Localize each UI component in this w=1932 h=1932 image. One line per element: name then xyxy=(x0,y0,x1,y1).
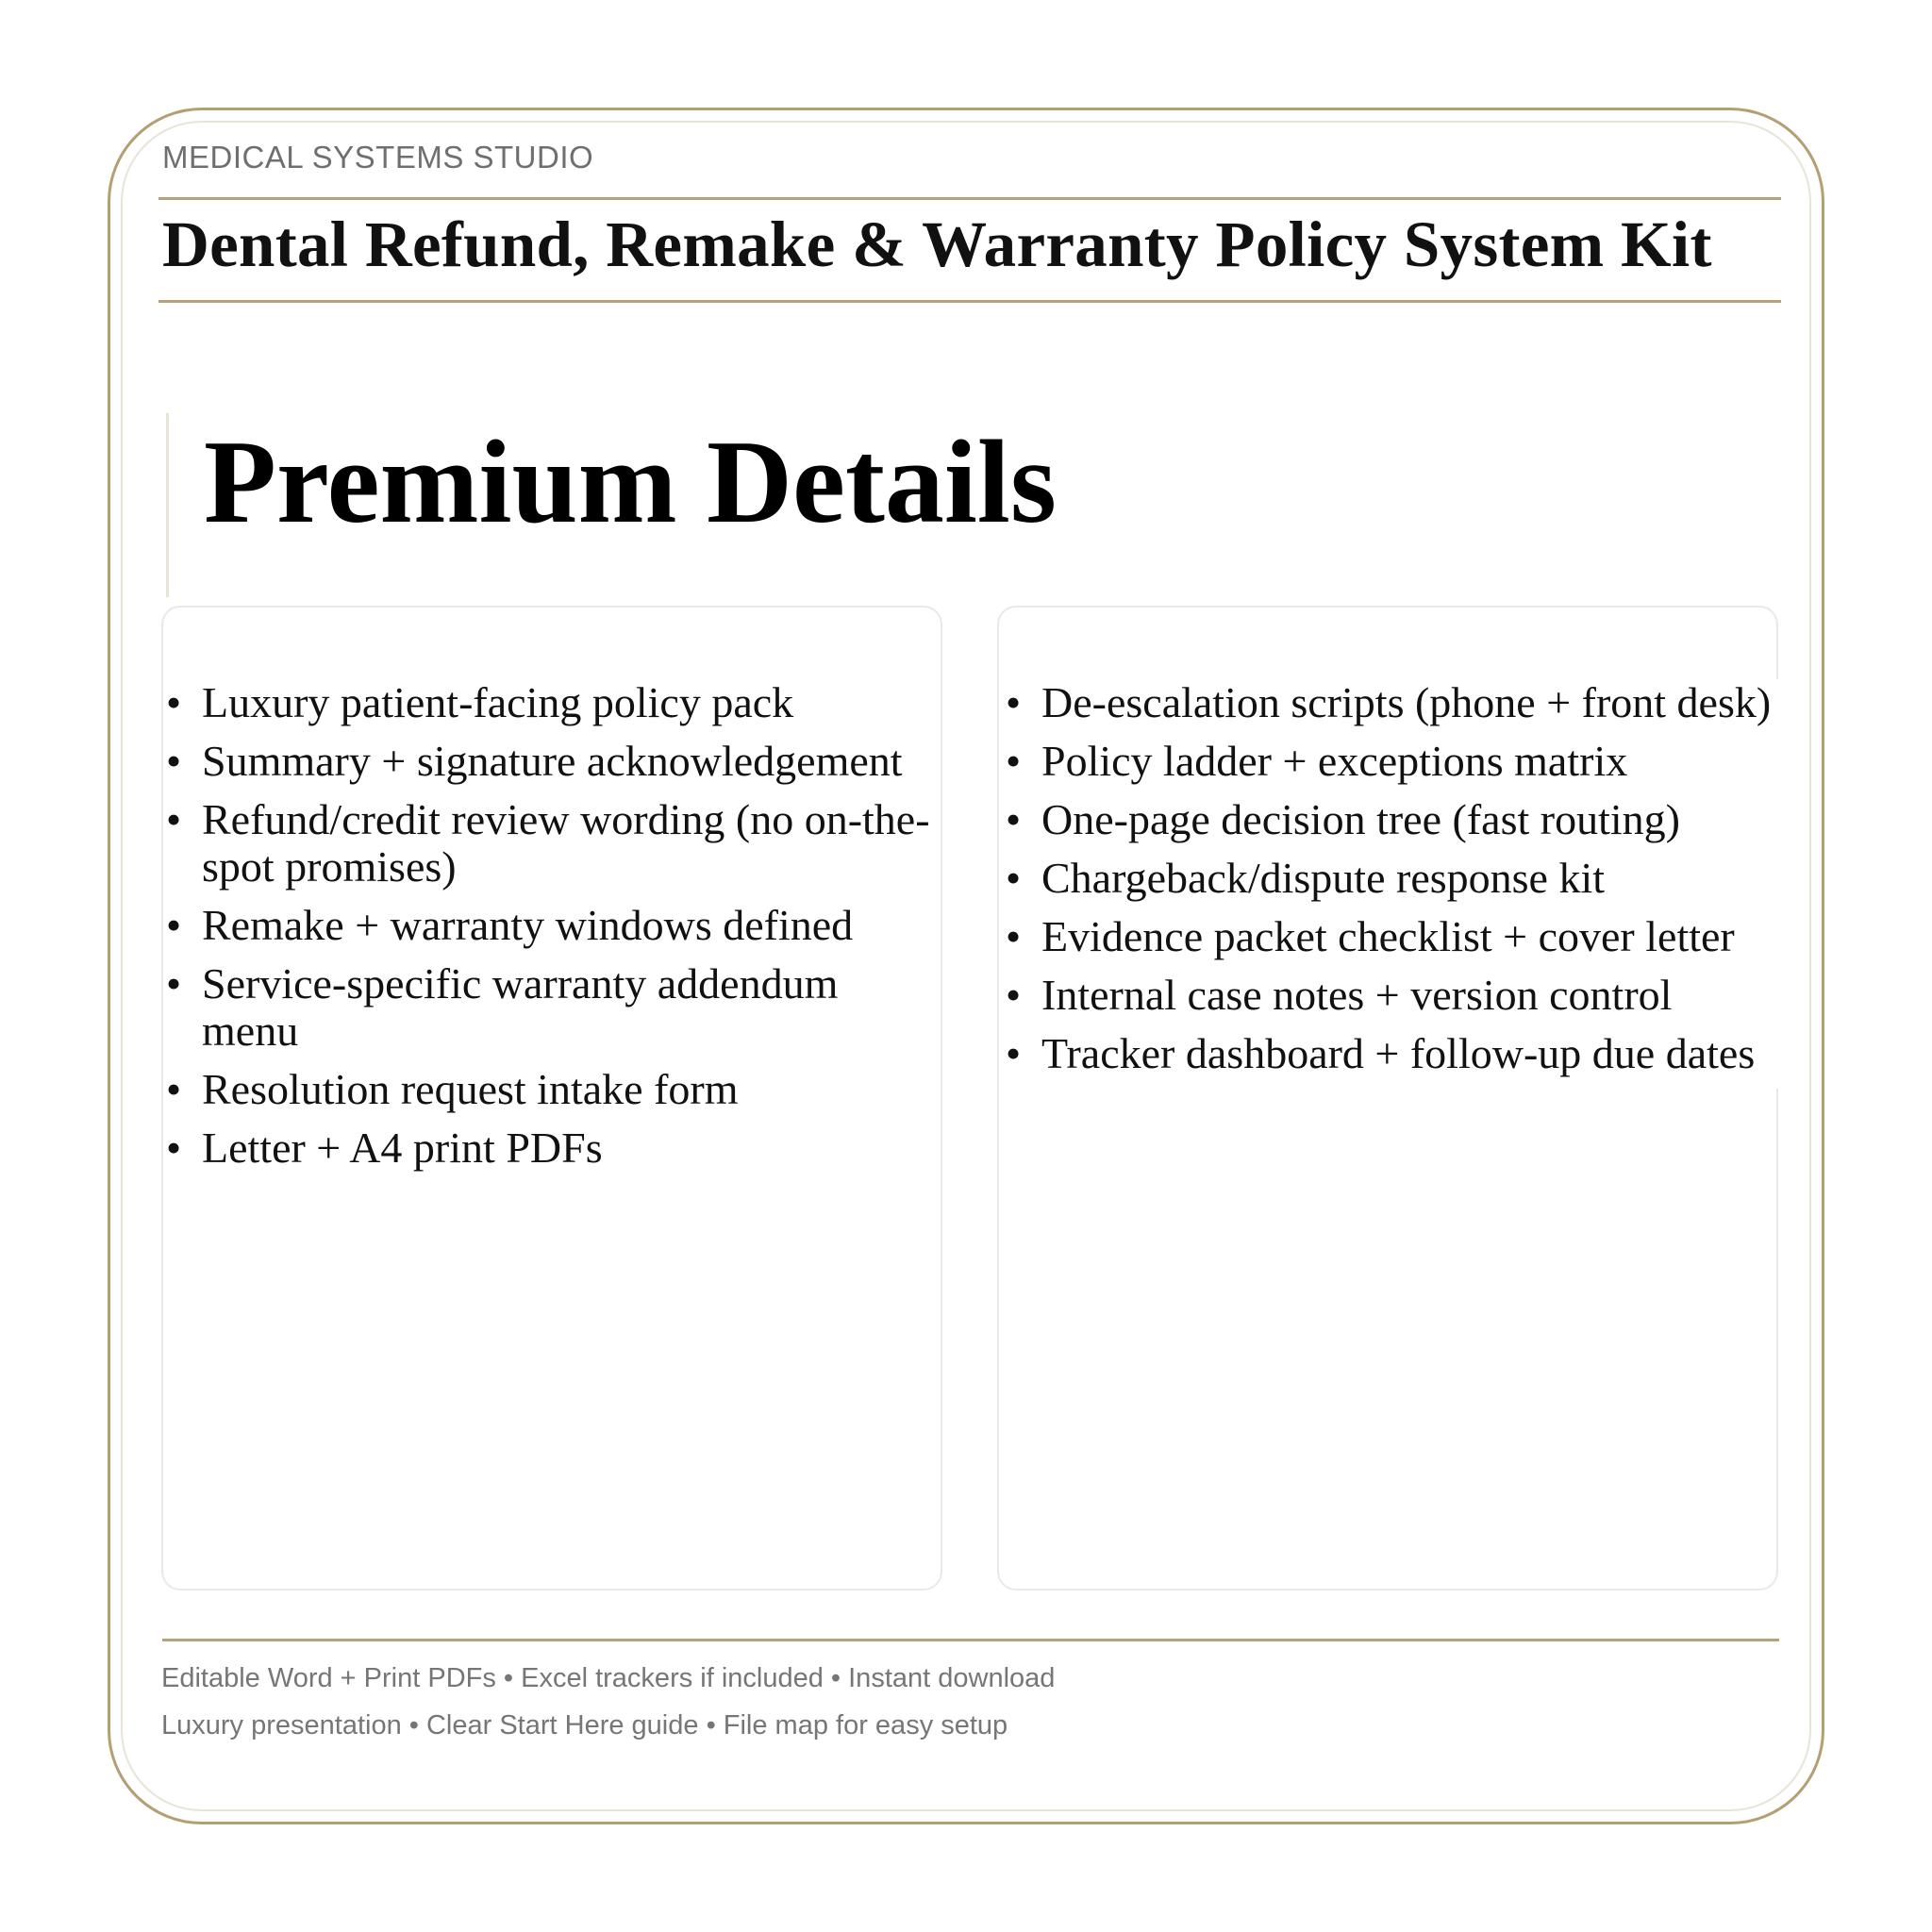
left-feature-list xyxy=(166,679,932,1183)
feature-list-item xyxy=(1006,796,1789,843)
feature-list-item-label: Resolution request intake form xyxy=(202,1065,739,1113)
feature-list-item-label: Remake + warranty windows defined xyxy=(202,901,854,949)
bullet-icon: • xyxy=(1006,912,1022,960)
feature-list-item xyxy=(1006,913,1789,960)
bullet-icon: • xyxy=(1006,1029,1022,1077)
bullet-icon: • xyxy=(166,959,182,1008)
brand-name: MEDICAL SYSTEMS STUDIO xyxy=(162,140,594,175)
feature-list-item xyxy=(166,679,932,726)
feature-list-item xyxy=(166,960,932,1055)
footer-line-2: Luxury presentation • Clear Start Here guide • File map for easy setup xyxy=(161,1710,1008,1740)
feature-list-item xyxy=(166,1066,932,1113)
feature-list-item xyxy=(1006,855,1789,902)
bullet-icon: • xyxy=(166,737,182,785)
feature-list-item-label: Tracker dashboard + follow-up due dates xyxy=(1041,1029,1756,1077)
bullet-icon: • xyxy=(1006,854,1022,902)
feature-list-item-label: Evidence packet checklist + cover letter xyxy=(1041,912,1735,960)
header-divider xyxy=(158,197,1781,200)
feature-list-item-label: Chargeback/dispute response kit xyxy=(1041,854,1606,902)
feature-list-item-label: One-page decision tree (fast routing) xyxy=(1041,795,1680,843)
title-divider xyxy=(158,300,1781,303)
feature-list-item-label: Refund/credit review wording (no on-the-spot promises) xyxy=(202,795,930,891)
heading-accent-bar xyxy=(166,413,169,597)
bullet-icon: • xyxy=(1006,971,1022,1019)
bullet-icon: • xyxy=(166,1065,182,1113)
kit-title: Dental Refund, Remake & Warranty Policy System Kit xyxy=(162,208,1712,280)
feature-list-item-label: Summary + signature acknowledgement xyxy=(202,737,903,785)
feature-list-item-label: Luxury patient-facing policy pack xyxy=(202,678,794,726)
feature-list-item-label: De-escalation scripts (phone + front desk) xyxy=(1041,678,1772,726)
feature-list-item-label: Policy ladder + exceptions matrix xyxy=(1041,737,1628,785)
footer-line-1: Editable Word + Print PDFs • Excel trackers if included • Instant download xyxy=(161,1663,1056,1693)
feature-list-item-label: Service-specific warranty addendum menu xyxy=(202,959,839,1055)
feature-list-item xyxy=(166,1124,932,1172)
bullet-icon: • xyxy=(1006,678,1022,726)
feature-list-item xyxy=(1006,972,1789,1019)
bullet-icon: • xyxy=(166,678,182,726)
bullet-icon: • xyxy=(166,901,182,949)
feature-list-item xyxy=(166,902,932,949)
feature-list-item xyxy=(166,796,932,891)
feature-list-item-label: Internal case notes + version control xyxy=(1041,971,1673,1019)
feature-list-item xyxy=(1006,1030,1789,1077)
feature-list-item xyxy=(1006,679,1789,726)
right-feature-list xyxy=(1006,679,1789,1089)
section-heading: Premium Details xyxy=(204,417,1057,548)
feature-list-item xyxy=(1006,738,1789,785)
bullet-icon: • xyxy=(1006,795,1022,843)
bullet-icon: • xyxy=(166,1124,182,1172)
feature-list-item-label: Letter + A4 print PDFs xyxy=(202,1124,603,1172)
bullet-icon: • xyxy=(1006,737,1022,785)
feature-list-item xyxy=(166,738,932,785)
footer-divider xyxy=(162,1639,1779,1641)
bullet-icon: • xyxy=(166,795,182,843)
